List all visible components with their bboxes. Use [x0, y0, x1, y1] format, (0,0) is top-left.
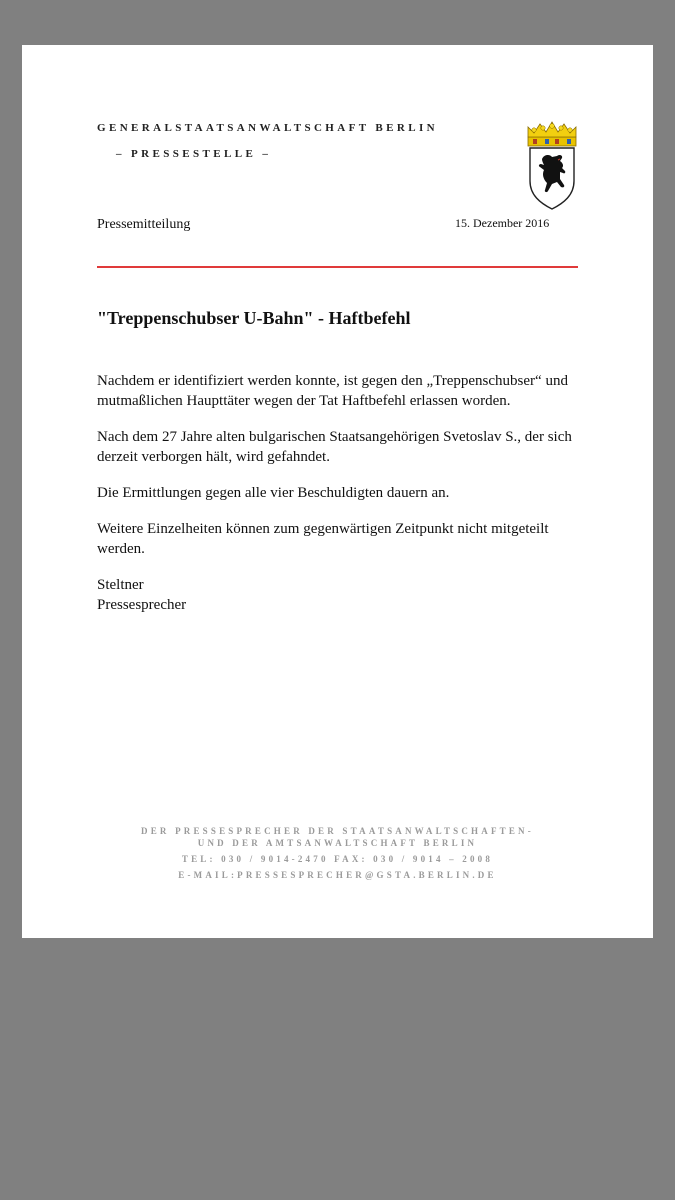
- signature-name: Steltner: [97, 577, 144, 593]
- document-date: 15. Dezember 2016: [455, 216, 550, 230]
- signature-block: [97, 575, 577, 615]
- paragraph: Die Ermittlungen gegen alle vier Beschuldigten dauern an.: [97, 485, 450, 501]
- header-divider: [97, 266, 578, 268]
- berlin-coat-of-arms-icon: [524, 121, 580, 211]
- document-type: Pressemitteilung: [97, 217, 191, 232]
- paragraph: Nachdem er identifiziert werden konnte, ist gegen den „Treppenschubser“ und mutmaßlichen Haupttäter wegen der Tat Haftbefehl erlassen worden.: [97, 373, 568, 409]
- footer-line: DER PRESSESPRECHER DER STAATSANWALTSCHAFTEN-: [141, 826, 534, 836]
- footer-line: UND DER AMTSANWALTSCHAFT BERLIN: [197, 838, 478, 848]
- paragraph: Weitere Einzelheiten können zum gegenwärtigen Zeitpunkt nicht mitgeteilt werden.: [97, 521, 549, 557]
- paragraph: Nach dem 27 Jahre alten bulgarischen Staatsangehörigen Svetoslav S., der sich derzeit verborgen hält, wird gefahndet.: [97, 429, 572, 465]
- office-name: – PRESSESTELLE –: [116, 148, 272, 160]
- signature-title: Pressesprecher: [97, 597, 187, 613]
- document-page: [22, 45, 653, 938]
- footer-contact: [22, 825, 653, 881]
- crown-icon: [528, 122, 576, 146]
- footer-phone-fax: TEL: 030 / 9014-2470 FAX: 030 / 9014 – 2008: [181, 854, 494, 864]
- authority-name: GENERALSTAATSANWALTSCHAFT BERLIN: [97, 122, 438, 134]
- footer-email: E-MAIL:PRESSESPRECHER@GSTA.BERLIN.DE: [178, 870, 497, 880]
- press-release-body: [97, 371, 577, 615]
- press-release-headline: "Treppenschubser U-Bahn" - Haftbefehl: [97, 308, 411, 328]
